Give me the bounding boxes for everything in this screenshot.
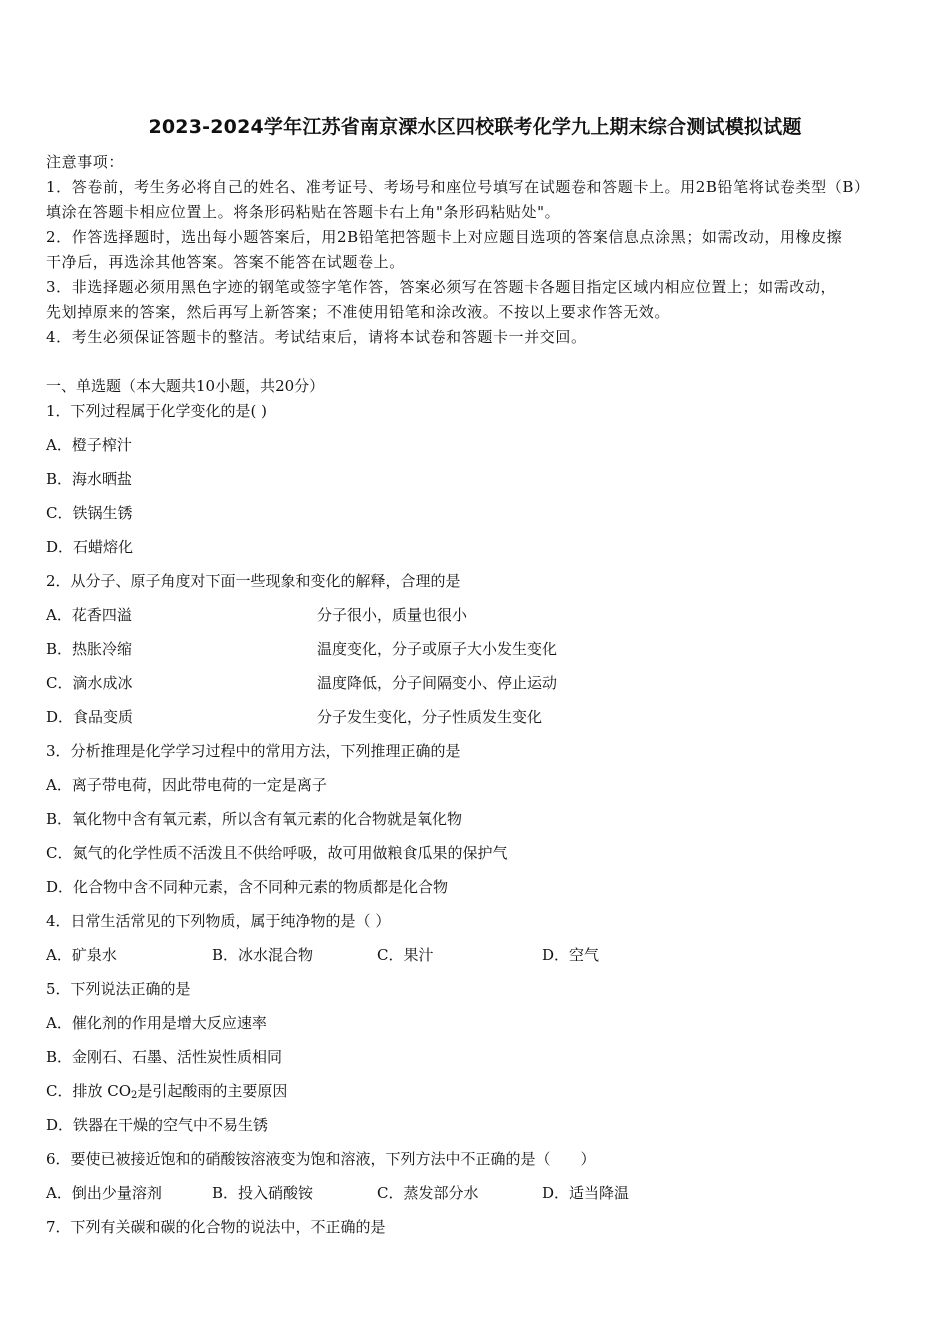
- option-b: B．金刚石、石墨、活性炭性质相同: [46, 1048, 283, 1066]
- option-a: A．橙子榨汁: [46, 436, 132, 454]
- question-stem: 6．要使已被接近饱和的硝酸铵溶液变为饱和溶液，下列方法中不正确的是（ ）: [46, 1150, 596, 1168]
- option-b-explanation: 温度变化，分子或原子大小发生变化: [317, 640, 558, 658]
- option-c-text: C．排放 CO: [46, 1082, 132, 1100]
- option-d: D．适当降温: [542, 1184, 630, 1202]
- option-b: B．投入硝酸铵: [212, 1184, 314, 1202]
- option-c: C．氮气的化学性质不活泼且不供给呼吸，故可用做粮食瓜果的保护气: [46, 844, 508, 862]
- option-b: B．海水晒盐: [46, 470, 133, 488]
- notice-heading: 注意事项：: [46, 153, 125, 171]
- option-c: C．铁锅生锈: [46, 504, 133, 522]
- notice-line: 1．答卷前，考生务必将自己的姓名、准考证号、考场号和座位号填写在试题卷和答题卡上。用2B铅笔将试卷类型（B）: [46, 178, 870, 196]
- option-c-text-rest: 是引起酸雨的主要原因: [137, 1082, 288, 1100]
- question-stem: 7．下列有关碳和碳的化合物的说法中，不正确的是: [46, 1218, 386, 1236]
- notice-line: 2．作答选择题时，选出每小题答案后，用2B铅笔把答题卡上对应题目选项的答案信息点涂黑；如需改动，用橡皮擦: [46, 228, 843, 246]
- section-heading: 一、单选题（本大题共10小题，共20分）: [46, 377, 325, 395]
- option-d-explanation: 分子发生变化，分子性质发生变化: [317, 708, 543, 726]
- option-a: A．催化剂的作用是增大反应速率: [46, 1014, 267, 1032]
- notice-line: 填涂在答题卡相应位置上。将条形码粘贴在答题卡右上角"条形码粘贴处"。: [46, 203, 561, 221]
- subscript: 2: [131, 1090, 138, 1101]
- option-b: B．氧化物中含有氧元素，所以含有氧元素的化合物就是氧化物: [46, 810, 463, 828]
- option-a: A．矿泉水: [46, 946, 117, 964]
- option-c: C．果汁: [377, 946, 434, 964]
- notice-line: 先划掉原来的答案，然后再写上新答案；不准使用铅笔和涂改液。不按以上要求作答无效。: [46, 303, 671, 321]
- notice-line: 干净后，再选涂其他答案。答案不能答在试题卷上。: [46, 253, 405, 271]
- option-a: A．花香四溢: [46, 606, 132, 624]
- option-a-explanation: 分子很小，质量也很小: [317, 606, 468, 624]
- option-d: D．铁器在干燥的空气中不易生锈: [46, 1116, 269, 1134]
- question-stem: 4．日常生活常见的下列物质，属于纯净物的是（ ）: [46, 912, 391, 930]
- option-a: A．离子带电荷，因此带电荷的一定是离子: [46, 776, 327, 794]
- option-d: D．食品变质: [46, 708, 134, 726]
- page-title: 2023-2024学年江苏省南京溧水区四校联考化学九上期末综合测试模拟试题: [148, 116, 802, 138]
- question-stem: 5．下列说法正确的是: [46, 980, 191, 998]
- option-c: [46, 1081, 287, 1101]
- notice-line: 4．考生必须保证答题卡的整洁。考试结束后，请将本试卷和答题卡一并交回。: [46, 328, 587, 346]
- option-c: C．滴水成冰: [46, 674, 133, 692]
- option-c: C．蒸发部分水: [377, 1184, 479, 1202]
- notice-line: 3．非选择题必须用黑色字迹的钢笔或签字笔作答，答案必须写在答题卡各题目指定区域内相应位置上；如需改动，: [46, 278, 837, 296]
- option-d: D．化合物中含不同种元素，含不同种元素的物质都是化合物: [46, 878, 449, 896]
- option-d: D．石蜡熔化: [46, 538, 134, 556]
- option-c-explanation: 温度降低，分子间隔变小、停止运动: [317, 674, 558, 692]
- question-stem: 3．分析推理是化学学习过程中的常用方法，下列推理正确的是: [46, 742, 461, 760]
- option-b: B．热胀冷缩: [46, 640, 133, 658]
- option-a: A．倒出少量溶剂: [46, 1184, 162, 1202]
- option-b: B．冰水混合物: [212, 946, 314, 964]
- option-d: D．空气: [542, 946, 600, 964]
- question-stem: 1．下列过程属于化学变化的是( ): [46, 402, 268, 420]
- question-stem: 2．从分子、原子角度对下面一些现象和变化的解释，合理的是: [46, 572, 461, 590]
